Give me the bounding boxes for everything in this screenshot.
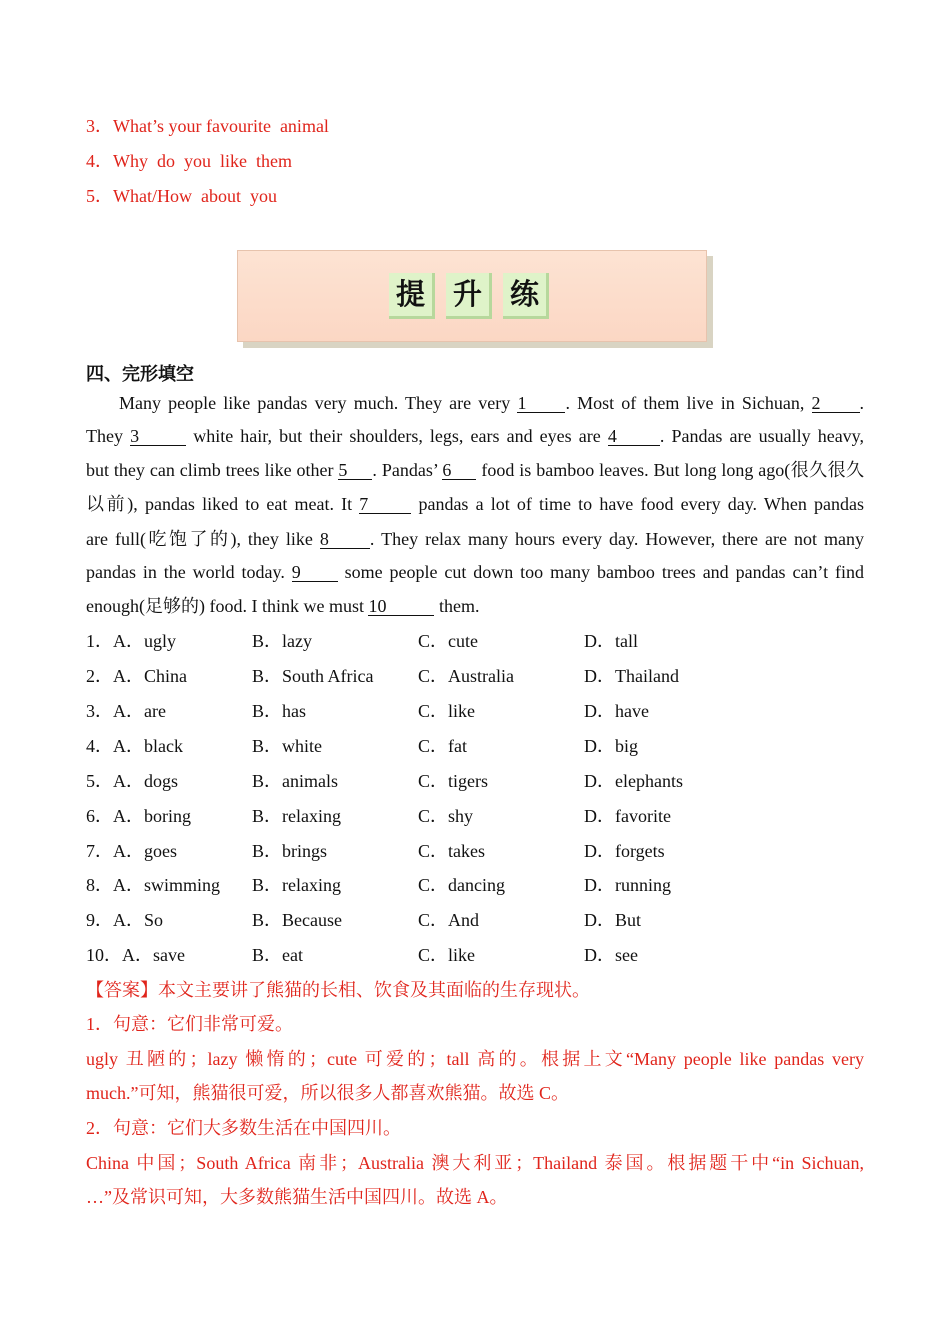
text: pandas in the world today.: [86, 562, 292, 582]
option-c: C．shy: [418, 806, 474, 826]
option-b: B．white: [252, 736, 322, 756]
option-c: C．And: [418, 910, 480, 930]
banner-char-3: 练: [503, 273, 549, 319]
passage-line-1: [86, 392, 864, 414]
q2-explanation-1: China 中国；South Africa 南非；Australia 澳大利亚；Thailand 泰国。根据题干中“in Sichuan,: [86, 1153, 864, 1173]
text: white hair, but their shoulders, legs, ears and eyes are: [186, 426, 608, 446]
option-b: B．South Africa: [252, 666, 374, 686]
q1-explanation-1: ugly 丑陋的；lazy 懒惰的；cute 可爱的；tall 高的。根据上文“Many people like pandas very: [86, 1049, 864, 1069]
q1-meaning: 1．句意：它们非常可爱。: [86, 1014, 293, 1034]
option-a: 8．A．swimming: [86, 875, 221, 895]
text: some people cut down too many bamboo trees and pandas can’t find: [337, 562, 864, 582]
text: . Pandas are usually heavy,: [659, 426, 865, 446]
option-c: C．cute: [418, 631, 478, 651]
prev-answer-5: 5．What/How about you: [86, 186, 277, 206]
option-d: D．running: [584, 875, 671, 895]
option-a: 2．A．China: [86, 666, 187, 686]
text: are full(吃饱了的), they like: [86, 529, 320, 549]
answer-summary: 【答案】本文主要讲了熊猫的长相、饮食及其面临的生存现状。: [86, 980, 590, 1000]
text: enough(足够的) food. I think we must: [86, 596, 369, 616]
banner-char-2: 升: [446, 273, 492, 319]
blank-5: 5: [338, 461, 372, 480]
text: . They relax many hours every day. However, there are not many: [369, 529, 864, 549]
option-d: D．Thailand: [584, 666, 679, 686]
text: .: [859, 393, 864, 413]
text: . Pandas’: [372, 460, 443, 480]
blank-2: 2: [812, 394, 860, 413]
text: 以前), pandas liked to eat meat. It: [86, 494, 360, 514]
option-b: B．eat: [252, 945, 303, 965]
option-c: C．fat: [418, 736, 467, 756]
option-b: B．brings: [252, 841, 328, 861]
option-a: 7．A．goes: [86, 841, 177, 861]
option-d: D．forgets: [584, 841, 665, 861]
option-c: C．Australia: [418, 666, 514, 686]
option-c: C．dancing: [418, 875, 505, 895]
blank-10: 10: [368, 597, 434, 616]
blank-1: 1: [517, 394, 565, 413]
option-c: C．tigers: [418, 771, 488, 791]
option-c: C．like: [418, 701, 475, 721]
q2-explanation-2: …”及常识可知，大多数熊猫生活中国四川。故选 A。: [86, 1187, 508, 1207]
option-a: 3．A．are: [86, 701, 166, 721]
text: them.: [434, 596, 480, 616]
blank-8: 8: [320, 530, 370, 549]
option-b: B．animals: [252, 771, 338, 791]
text: pandas a lot of time to have food every day. When pandas: [411, 494, 864, 514]
banner-char-1: 提: [389, 273, 435, 319]
passage-line-7: [86, 595, 864, 617]
blank-9: 9: [292, 563, 338, 582]
passage-line-5: [86, 528, 864, 550]
blank-4: 4: [608, 427, 660, 446]
text: but they can climb trees like other: [86, 460, 339, 480]
blank-7: 7: [359, 495, 411, 514]
section-title: 四、完形填空: [86, 364, 194, 385]
option-b: B．relaxing: [252, 806, 341, 826]
prev-answer-3: 3．What’s your favourite animal: [86, 116, 329, 136]
blank-3: 3: [130, 427, 186, 446]
option-a: 6．A．boring: [86, 806, 191, 826]
option-d: D．see: [584, 945, 638, 965]
option-b: B．relaxing: [252, 875, 341, 895]
option-d: D．have: [584, 701, 649, 721]
q2-meaning: 2．句意：它们大多数生活在中国四川。: [86, 1118, 401, 1138]
option-b: B．has: [252, 701, 306, 721]
passage-line-4: [86, 493, 864, 515]
text: They: [86, 426, 131, 446]
option-b: B．lazy: [252, 631, 312, 651]
option-d: D．favorite: [584, 806, 671, 826]
text: Many people like pandas very much. They are very: [119, 393, 518, 413]
text: . Most of them live in Sichuan,: [565, 393, 812, 413]
option-a: 9．A．So: [86, 910, 164, 930]
passage-line-6: [86, 561, 864, 583]
text: food is bamboo leaves. But long long ago(很久很久: [476, 460, 864, 480]
passage-line-3: [86, 459, 864, 481]
passage-line-2: [86, 425, 864, 447]
option-b: B．Because: [252, 910, 342, 930]
blank-6: 6: [442, 461, 476, 480]
option-c: C．takes: [418, 841, 485, 861]
prev-answer-4: 4．Why do you like them: [86, 151, 292, 171]
option-d: D．elephants: [584, 771, 683, 791]
option-d: D．big: [584, 736, 638, 756]
option-a: 1．A．ugly: [86, 631, 176, 651]
option-a: 4．A．black: [86, 736, 183, 756]
q1-explanation-2: much.”可知，熊猫很可爱，所以很多人都喜欢熊猫。故选 C。: [86, 1083, 569, 1103]
option-c: C．like: [418, 945, 475, 965]
option-a: 10．A．save: [86, 945, 185, 965]
option-d: D．But: [584, 910, 642, 930]
option-a: 5．A．dogs: [86, 771, 179, 791]
option-d: D．tall: [584, 631, 638, 651]
